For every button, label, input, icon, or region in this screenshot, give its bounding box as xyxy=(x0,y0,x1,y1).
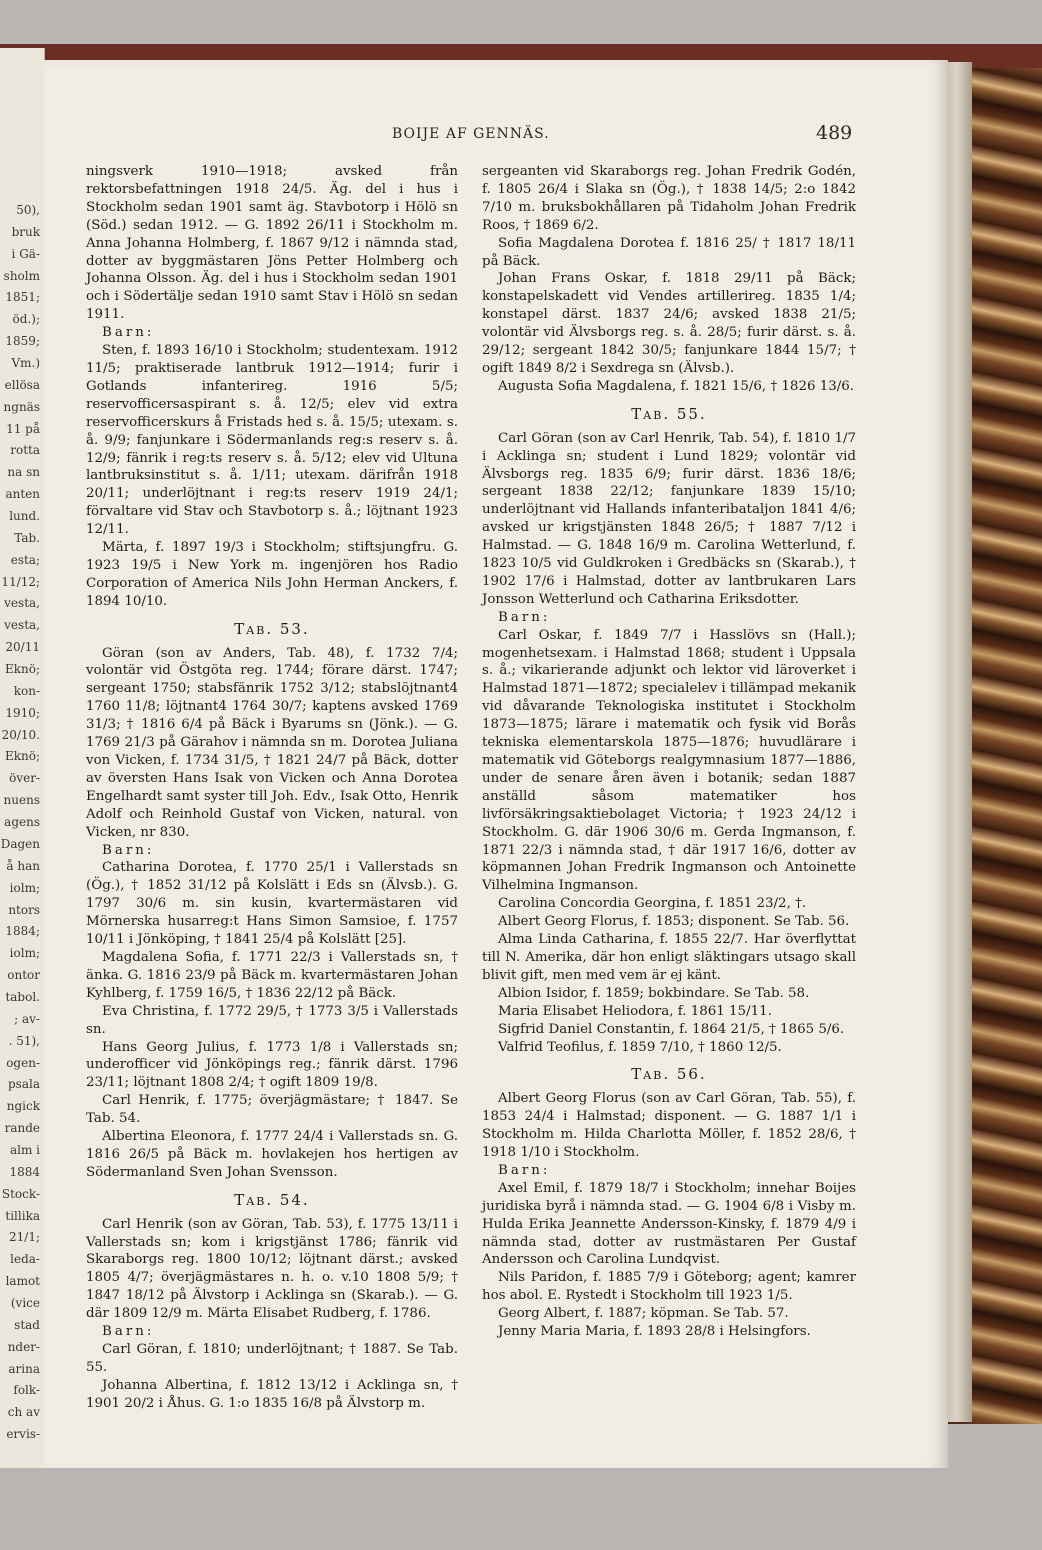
facing-page-fragment: 11/12; xyxy=(1,575,40,589)
paragraph: Göran (son av Anders, Tab. 48), f. 1732 7/4; volontär vid Östgöta reg. 1744; förare därst. 1747; sergeant 1750; stabsfänrik 1752 3/12; stabslöjtnant4 1760 11/8; löjtnant4 1764 30/7; kaptens avsked 1769 31/3; † 1816 6/4 på Bäck i Byarums sn (Jönk.). — G. 1769 21/3 på Gärahov i nämnda sn m. Dorotea Juliana von Vicken, f. 1734 31/5, † 1821 24/7 på Bäck, dotter av översten Hans Isak von Vicken och Anna Dorotea Engelhardt samt syster till Joh. Edv., Isak Otto, Henrik Adolf och Reinhold Gustaf von Vicken, natural. von Vicken, nr 830. xyxy=(86,645,458,840)
child-entry: Valfrid Teofilus, f. 1859 7/10, † 1860 12/5. xyxy=(498,1039,782,1055)
table-heading: Tab. 55. xyxy=(631,404,707,423)
child-entry: Eva Christina, f. 1772 29/5, † 1773 3/5 i Vallerstads sn. xyxy=(86,1003,458,1037)
facing-page-fragment: vesta, xyxy=(4,618,40,632)
page-stack-edge xyxy=(946,62,972,1422)
facing-page-fragment: 20/10. xyxy=(1,728,40,742)
facing-page-fragment: nuens xyxy=(3,793,40,807)
children-heading: Barn: xyxy=(102,1324,155,1340)
facing-page-fragment: iolm; xyxy=(9,881,40,895)
facing-page-edge xyxy=(0,48,45,1468)
child-entry: Sofia Magdalena Dorotea f. 1816 25/ † 1817 18/11 på Bäck. xyxy=(482,235,856,269)
child-entry: Sigfrid Daniel Constantin, f. 1864 21/5, † 1865 5/6. xyxy=(498,1021,845,1037)
child-entry: Sten, f. 1893 16/10 i Stockholm; studentexam. 1912 11/5; praktiserade lantbruk 1912—1914; furir i Gotlands infanterireg. 1916 5/5; reservofficersaspirant s. å. 12/5; elev vid extra reservofficerskurs å Fristads hed s. å. 15/5; utexam. s. å. 9/9; fanjunkare i Södermanlands reg:s reserv s. å. 12/9; fänrik i reg:ts reserv s. å. 5/12; elev vid Ultuna lantbruksinstitut s. å. 1/11; utexam. därifrån 1918 20/11; underlöjtnant i reg:ts reserv 1919 24/1; förvaltare vid Stav och Stavbotorp s. å.; löjtnant 1923 12/11. xyxy=(86,343,458,538)
facing-page-fragment: 50), xyxy=(16,203,40,217)
paragraph: ningsverk 1910—1918; avsked från rektorsbefattningen 1918 24/5. Äg. del i hus i Stockholm sedan 1901 samt äg. Stavbotorp i Hölö sn (Söd.) sedan 1912. — G. 1892 26/11 i Stockholm m. Anna Johanna Holmberg, f. 1867 9/12 i nämnda stad, dotter av byggmästaren Jöns Petter Holmberg och Johanna Olsson. Äg. del i hus i Stockholm sedan 1901 och i Södertälje sedan 1910 samt Stav i Hölö sn sedan 1911. xyxy=(86,164,458,323)
facing-page-fragment: vesta, xyxy=(4,596,40,610)
facing-page-fragment: kon- xyxy=(13,684,40,698)
facing-page-fragment: i Gä- xyxy=(11,247,40,261)
facing-page-fragment: ; av- xyxy=(14,1012,40,1026)
child-entry: Johanna Albertina, f. 1812 13/12 i Acklinga sn, † 1901 20/2 i Åhus. G. 1:o 1835 16/8 på Älvstorp m. xyxy=(86,1377,458,1411)
facing-page-fragment: Vm.) xyxy=(11,356,40,370)
child-entry: Albertina Eleonora, f. 1777 24/4 i Vallerstads sn. G. 1816 26/5 på Bäck m. hovlakejen hos hertigen av Södermanland Sven Johan Svensson. xyxy=(86,1129,458,1180)
facing-page-fragment: Stock- xyxy=(1,1187,40,1201)
facing-page-fragment: 21/1; xyxy=(9,1230,40,1244)
facing-page-fragment: å han xyxy=(6,859,40,873)
facing-page-fragment: lamot xyxy=(5,1274,40,1288)
facing-page-fragment: ngick xyxy=(6,1099,40,1113)
facing-page-fragment: agens xyxy=(4,815,40,829)
facing-page-fragment: ellösa xyxy=(4,378,40,392)
facing-page-fragment: ntors xyxy=(8,903,40,917)
paragraph: Carl Henrik (son av Göran, Tab. 53), f. 1775 13/11 i Vallerstads sn; kom i krigstjänst 1786; fänrik vid Skaraborgs reg. 1800 10/12; löjtnant därst.; avsked 1805 4/7; överjägmästares n. h. o. v.10 1808 5/9; † 1847 18/12 på Älvstorp i Acklinga sn (Skarab.). — G. där 1809 12/9 m. Märta Elisabet Rudberg, f. 1786. xyxy=(86,1216,458,1322)
facing-page-fragment: anten xyxy=(5,487,40,501)
paragraph: sergeanten vid Skaraborgs reg. Johan Fredrik Godén, f. 1805 26/4 i Slaka sn (Ög.), † 1838 14/5; 2:o 1842 7/10 m. bruksbokhållaren på Tidaholm Johan Fredrik Roos, † 1869 6/2. xyxy=(482,164,856,233)
facing-page-fragment: ervis- xyxy=(6,1427,40,1441)
facing-page-fragment: . 51), xyxy=(8,1034,40,1048)
running-title: BOIJE AF GENNÄS. xyxy=(392,126,550,142)
facing-page-fragment: ch av xyxy=(7,1405,40,1419)
table-heading: Tab. 54. xyxy=(234,1190,310,1209)
child-entry: Carl Oskar, f. 1849 7/7 i Hasslövs sn (Hall.); mogenhetsexam. i Halmstad 1868; student i Uppsala s. å.; vikarierande adjunkt och lektor vid läroverket i Halmstad 1871—1872; specialelev i tillämpad mekanik vid dåvarande Teknologiska institutet i Stockholm 1873—1875; lärare i matematik och fysik vid Borås tekniska elementarskola 1875—1876; huvudlärare i matematik vid Göteborgs realgymnasium 1877—1886, under de senare åren även i botanik; sedan 1887 anställd såsom matematiker hos livförsäkringsaktiebolaget Victoria; † 1923 24/12 i Stockholm. G. där 1906 30/6 m. Gerda Ingmanson, f. 1871 22/3 i nämnda stad, † där 1917 16/6, dotter av köpmannen Johan Fredrik Ingmanson och Antoinette Vilhelmina Ingmanson. xyxy=(482,627,856,894)
facing-page-fragment: esta; xyxy=(10,553,40,567)
facing-page-fragment: Dagen xyxy=(0,837,40,851)
facing-page-fragment: Eknö; xyxy=(4,662,40,676)
facing-page-fragment: leda- xyxy=(10,1252,40,1266)
facing-page-fragment: ontor xyxy=(7,968,40,982)
child-entry: Johan Frans Oskar, f. 1818 29/11 på Bäck; konstapelskadett vid Vendes artillerireg. 1835 1/4; konstapel därst. 1837 24/6; avsked 1838 21/5; volontär vid Älvsborgs reg. s. å. 28/5; furir därst. s. å. 29/12; sergeant 1842 30/5; fanjunkare 1844 15/7; † ogift 1849 8/2 i Sexdrega sn (Älvsb.). xyxy=(482,271,856,376)
facing-page-fragment: arina xyxy=(8,1362,40,1376)
children-heading: Barn: xyxy=(102,325,155,341)
child-entry: Georg Albert, f. 1887; köpman. Se Tab. 57. xyxy=(498,1306,789,1322)
child-entry: Catharina Dorotea, f. 1770 25/1 i Vallerstads sn (Ög.), † 1852 31/12 på Kolslätt i Eds sn (Älvsb.). G. 1797 30/6 m. sin kusin, kvartermästaren vid Mörnerska husarreg:t Hans Simon Samsioe, f. 1757 10/11 i Jönköping, † 1841 25/4 på Kolslätt [25]. xyxy=(86,860,458,948)
child-entry: Albert Georg Florus, f. 1853; disponent. Se Tab. 56. xyxy=(498,914,850,930)
facing-page-fragment: 1884 xyxy=(9,1165,40,1179)
facing-page-fragment: 1859; xyxy=(5,334,40,348)
child-entry: Nils Paridon, f. 1885 7/9 i Göteborg; agent; kamrer hos abol. E. Rystedt i Stockholm till 1923 1/5. xyxy=(482,1270,856,1304)
child-entry: Magdalena Sofia, f. 1771 22/3 i Vallerstads sn, † änka. G. 1816 23/9 på Bäck m. kvartermästaren Johan Kyhlberg, f. 1759 16/5, † 1836 22/12 på Bäck. xyxy=(86,949,458,1001)
child-entry: Augusta Sofia Magdalena, f. 1821 15/6, † 1826 13/6. xyxy=(498,378,855,394)
child-entry: Alma Linda Catharina, f. 1855 22/7. Har överflyttat till N. Amerika, där hon enligt släktingars utsago skall blivit gift, men med vem är ej känt. xyxy=(482,932,856,983)
facing-page-fragment: lund. xyxy=(9,509,40,523)
facing-page-fragment: tillika xyxy=(5,1209,40,1223)
child-entry: Hans Georg Julius, f. 1773 1/8 i Vallerstads sn; underofficer vid Jönköpings reg.; fänrik därst. 1796 23/11; löjtnant 1808 2/4; † ogift 1809 19/8. xyxy=(86,1039,458,1091)
facing-page-fragment: Eknö; xyxy=(4,749,40,763)
child-entry: Carolina Concordia Georgina, f. 1851 23/2, †. xyxy=(498,896,807,912)
facing-page-fragment: iolm; xyxy=(9,946,40,960)
facing-page-fragment: tabol. xyxy=(5,990,40,1004)
child-entry: Märta, f. 1897 19/3 i Stockholm; stiftsjungfru. G. 1923 19/5 i New York m. ingenjören hos Radio Corporation of America Nils John Herman Anckers, f. 1894 10/10. xyxy=(86,540,458,609)
child-entry: Axel Emil, f. 1879 18/7 i Stockholm; innehar Boijes juridiska byrå i nämnda stad. — G. 1904 6/8 i Visby m. Hulda Erika Jeannette Andersson-Kinsky, f. 1879 4/9 i nämnda stad, dotter av rustmästaren Per Gustaf Andersson och Carolina Lundqvist. xyxy=(482,1180,856,1268)
facing-page-fragment: na sn xyxy=(7,465,40,479)
child-entry: Maria Elisabet Heliodora, f. 1861 15/11. xyxy=(498,1003,772,1019)
children-heading: Barn: xyxy=(102,842,155,858)
facing-page-fragment: sholm xyxy=(3,269,40,283)
children-heading: Barn: xyxy=(498,1162,551,1178)
facing-page-fragment: 1910; xyxy=(5,706,40,720)
facing-page-fragment: över- xyxy=(9,771,40,785)
facing-page-fragment: (vice xyxy=(10,1296,40,1310)
child-entry: Jenny Maria Maria, f. 1893 28/8 i Helsingfors. xyxy=(498,1324,811,1340)
facing-page-fragment: rande xyxy=(4,1121,40,1135)
facing-page-fragment: folk- xyxy=(13,1383,40,1397)
facing-page-fragment: 11 på xyxy=(6,422,40,436)
facing-page-fragment: 20/11 xyxy=(5,640,40,654)
facing-page-fragment: 1884; xyxy=(5,924,40,938)
children-heading: Barn: xyxy=(498,609,551,625)
page-number: 489 xyxy=(816,122,853,144)
child-entry: Carl Göran, f. 1810; underlöjtnant; † 1887. Se Tab. 55. xyxy=(86,1342,458,1375)
facing-page-fragment: rotta xyxy=(10,443,40,457)
paragraph: Albert Georg Florus (son av Carl Göran, Tab. 55), f. 1853 24/4 i Halmstad; disponent. — G. 1887 1/1 i Stockholm m. Hilda Charlotta Möller, f. 1852 28/6, † 1918 1/10 i Stockholm. xyxy=(482,1091,856,1161)
facing-page-fragment: psala xyxy=(8,1077,40,1091)
facing-page-fragment: bruk xyxy=(11,225,40,239)
table-heading: Tab. 53. xyxy=(234,619,310,638)
facing-page-fragment: ogen- xyxy=(6,1056,40,1070)
right-column xyxy=(482,163,856,1341)
facing-page-fragment: alm i xyxy=(9,1143,40,1157)
left-column xyxy=(86,163,458,1413)
paragraph: Carl Göran (son av Carl Henrik, Tab. 54), f. 1810 1/7 i Acklinga sn; student i Lund 1829; volontär vid Älvsborgs reg. 1835 6/9; furir därst. 1836 18/6; sergeant 1838 22/12; fanjunkare 1839 15/10; underlöjtnant vid Hallands infanteribataljon 1841 4/6; avsked ur krigstjänsten 1848 26/5; † 1887 7/12 i Halmstad. — G. 1848 16/9 m. Carolina Wetterlund, f. 1823 10/5 vid Guldkroken i Gredbäcks sn (Skarab.), † 1902 17/6 i Halmstad, dotter av lantbrukaren Lars Jonsson Wetterlund och Catharina Eriksdotter. xyxy=(482,430,856,607)
facing-page-fragment: stad xyxy=(14,1318,40,1332)
facing-page-fragment: nder- xyxy=(7,1340,40,1354)
facing-page-fragment: ngnäs xyxy=(3,400,40,414)
table-heading: Tab. 56. xyxy=(631,1065,707,1084)
child-entry: Albion Isidor, f. 1859; bokbindare. Se Tab. 58. xyxy=(498,985,810,1001)
scan-background xyxy=(0,1468,1042,1550)
facing-page-fragment: 1851; xyxy=(5,290,40,304)
child-entry: Carl Henrik, f. 1775; överjägmästare; † 1847. Se Tab. 54. xyxy=(86,1093,458,1127)
facing-page-fragment: Tab. xyxy=(14,531,40,545)
facing-page-fragment: öd.); xyxy=(12,312,40,326)
